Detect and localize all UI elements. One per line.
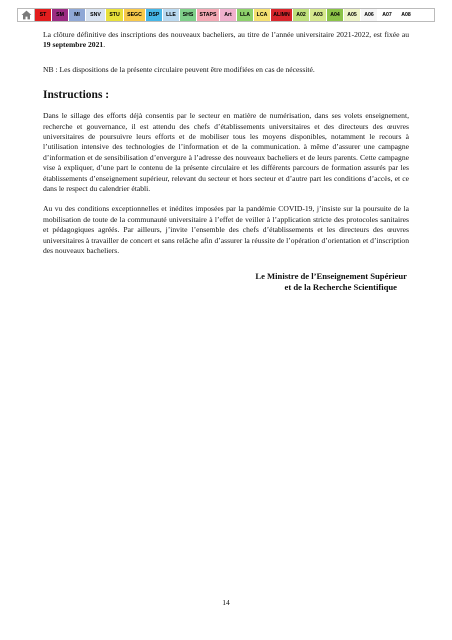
instructions-paragraph-2: Au vu des conditions exceptionnelles et inédites imposées par la pandémie COVID-19, j’insiste sur la poursuite de la mobilisation de toute de la communauté universitaire à l’effet de veiller à l’application stricte des protocoles sanitaires et pédagogiques agréés. Par ailleurs, j’invite l’ensemble des chefs d’établissements et les directeurs des œuvres universitaires à travailler de concert et sans relâche afin d’assurer la réussite de l’opération d’orientation et d’inscription des nouveaux bacheliers.: [43, 204, 409, 256]
instructions-heading: Instructions :: [43, 89, 110, 102]
nav-tab-dsp[interactable]: DSP: [146, 9, 163, 21]
nav-tab-lla[interactable]: LLA: [237, 9, 254, 21]
nav-tab-lca[interactable]: LCA: [254, 9, 271, 21]
nav-tab-a02[interactable]: A02: [293, 9, 310, 21]
nav-tab-stu[interactable]: STU: [106, 9, 124, 21]
nav-tab-snv[interactable]: SNV: [86, 9, 106, 21]
home-button[interactable]: [18, 9, 35, 21]
nav-tab-sm[interactable]: SM: [52, 9, 69, 21]
nav-tab-a07[interactable]: A07: [378, 9, 397, 21]
nav-tab-mi[interactable]: MI: [69, 9, 86, 21]
nav-tab-a06[interactable]: A06: [361, 9, 378, 21]
cloture-text: La clôture définitive des inscriptions des nouveaux bacheliers, au titre de l’année universitaire 2021-2022, est fixée au: [43, 30, 409, 39]
page-number: 14: [222, 598, 230, 607]
document-body: [43, 30, 409, 293]
instructions-paragraph-1: Dans le sillage des efforts déjà consentis par le secteur en matière de numérisation, dans ses volets enseignement, recherche et gouvernance, il est attendu des chefs d’établissements universitaires et des directeurs des œuvres universitaires de poursuivre leurs efforts et de mobiliser tous les moyens disponibles, notamment le recours à l’utilisation intensive des technologies de l’information et de la communication. à même d’assurer une campagne d’information et de sensibilisation d’envergure à l’adresse des nouveaux bacheliers et de leurs parents. Cette campagne vise à expliquer, d’une part le contenu de la présente circulaire et les différents parcours de formation assurés par les établissements d’enseignement supérieur, relevant du secteur et hors secteur et d’autre part les conditions d’accès, et ce dans le respect du calendrier établi.: [43, 111, 409, 194]
cloture-paragraph: [43, 30, 409, 51]
nav-tab-alimn[interactable]: ALIMN: [271, 9, 293, 21]
nav-tab-shs[interactable]: SHS: [180, 9, 197, 21]
cloture-end: .: [103, 40, 106, 50]
cloture-date: 19 septembre 2021: [43, 40, 104, 50]
nav-tab-a04[interactable]: A04: [327, 9, 344, 21]
nav-tab-a05[interactable]: A05: [344, 9, 361, 21]
nav-tab-a03[interactable]: A03: [310, 9, 327, 21]
nav-tab-segc[interactable]: SEGC: [124, 9, 146, 21]
signature-line-1: Le Ministre de l’Enseignement Supérieur: [255, 270, 407, 281]
nav-tabs: [35, 9, 434, 21]
home-icon: [21, 10, 32, 20]
nav-tab-st[interactable]: ST: [35, 9, 52, 21]
nav-tab-staps[interactable]: STAPS: [197, 9, 220, 21]
nav-tab-lle[interactable]: LLE: [163, 9, 180, 21]
signature-line-2: et de la Recherche Scientifique: [284, 281, 397, 292]
nav-tab-a08[interactable]: A08: [397, 9, 416, 21]
signature-block: [43, 271, 409, 293]
nav-tab-art[interactable]: Art: [220, 9, 237, 21]
nb-note: NB : Les dispositions de la présente circulaire peuvent être modifiées en cas de nécessité.: [43, 64, 315, 74]
navigation-bar: [17, 8, 435, 22]
